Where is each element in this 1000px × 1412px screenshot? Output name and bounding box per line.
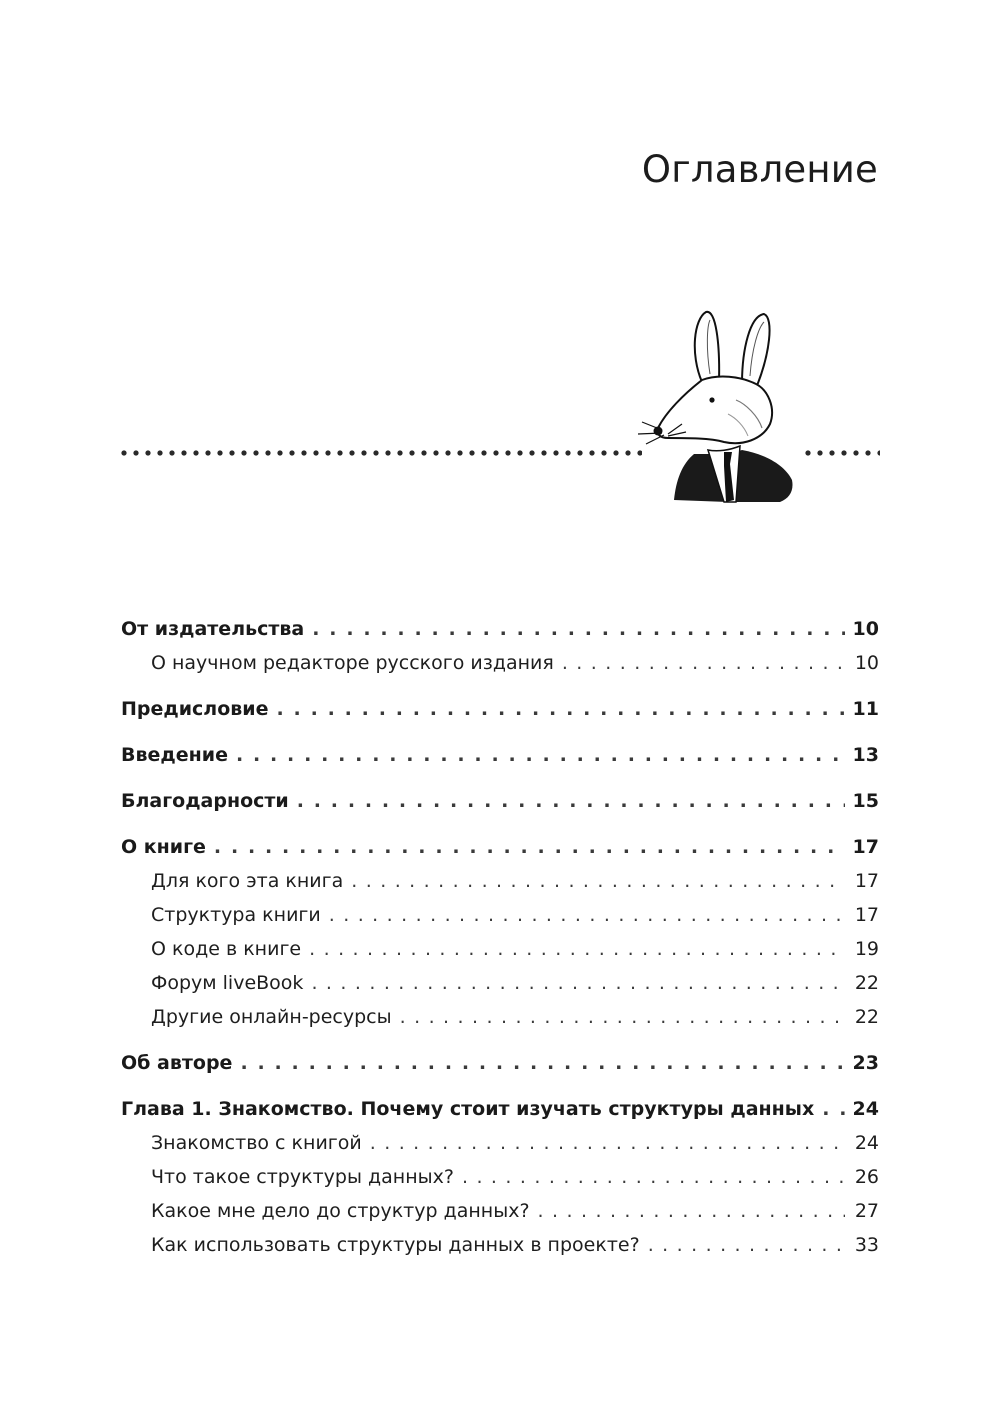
- toc-page-number: 17: [854, 870, 879, 892]
- toc-page-number: 17: [852, 836, 879, 858]
- toc-subentry[interactable]: [121, 932, 879, 966]
- dot-leader: [822, 1092, 844, 1126]
- dot-leader: [400, 1000, 845, 1034]
- dot-leader: [648, 1228, 845, 1262]
- dot-leader: [240, 1046, 844, 1080]
- toc-entry[interactable]: [121, 784, 879, 818]
- dot-leader: [312, 612, 844, 646]
- toc-entry-title: Введение: [121, 744, 228, 766]
- toc-page-number: 33: [854, 1234, 879, 1256]
- dot-leader: [370, 1126, 845, 1160]
- toc-subentry[interactable]: [121, 1126, 879, 1160]
- table-of-contents: [121, 612, 879, 1262]
- toc-entry-title: О коде в книге: [151, 938, 302, 960]
- toc-entry-title: Для кого эта книга: [151, 870, 344, 892]
- toc-page-number: 10: [852, 618, 879, 640]
- toc-entry[interactable]: [121, 830, 879, 864]
- toc-page-number: 26: [854, 1166, 879, 1188]
- toc-page-number: 10: [854, 652, 879, 674]
- toc-subentry[interactable]: [121, 1228, 879, 1262]
- toc-subentry[interactable]: [121, 966, 879, 1000]
- toc-entry-title: Благодарности: [121, 790, 289, 812]
- toc-entry-title: Другие онлайн-ресурсы: [151, 1006, 392, 1028]
- dot-leader: [214, 830, 845, 864]
- toc-page-number: 17: [854, 904, 879, 926]
- toc-page-number: 23: [852, 1052, 879, 1074]
- toc-entry-title: Об авторе: [121, 1052, 233, 1074]
- toc-page-number: 22: [854, 1006, 879, 1028]
- rabbit-mascot-illustration: [624, 304, 814, 510]
- dot-leader: [351, 864, 845, 898]
- dotted-divider-left: [118, 449, 642, 457]
- toc-entry-title: О книге: [121, 836, 206, 858]
- toc-entry-title: О научном редакторе русского издания: [151, 652, 554, 674]
- toc-subentry[interactable]: [121, 898, 879, 932]
- dot-leader: [297, 784, 845, 818]
- toc-page-number: 11: [852, 698, 879, 720]
- toc-entry-title: Что такое структуры данных?: [151, 1166, 454, 1188]
- toc-page-number: 24: [852, 1098, 879, 1120]
- toc-entry[interactable]: [121, 1092, 879, 1126]
- toc-entry[interactable]: [121, 738, 879, 772]
- toc-subentry[interactable]: [121, 646, 879, 680]
- page-title: Оглавление: [641, 148, 878, 191]
- toc-page-number: 15: [852, 790, 879, 812]
- toc-page-number: 24: [854, 1132, 879, 1154]
- dot-leader: [329, 898, 845, 932]
- toc-subentry[interactable]: [121, 1000, 879, 1034]
- toc-subentry[interactable]: [121, 864, 879, 898]
- dot-leader: [277, 692, 845, 726]
- dot-leader: [311, 966, 845, 1000]
- toc-entry-title: Знакомство с книгой: [151, 1132, 362, 1154]
- dot-leader: [562, 646, 845, 680]
- toc-page-number: 22: [854, 972, 879, 994]
- toc-entry[interactable]: [121, 612, 879, 646]
- toc-entry-title: Структура книги: [151, 904, 321, 926]
- dot-leader: [462, 1160, 845, 1194]
- toc-page-number: 27: [854, 1200, 879, 1222]
- toc-entry-title: Как использовать структуры данных в проекте?: [151, 1234, 640, 1256]
- toc-entry-title: Форум liveBook: [151, 972, 304, 994]
- toc-entry-title: Глава 1. Знакомство. Почему стоит изучать структуры данных: [121, 1098, 815, 1120]
- toc-subentry[interactable]: [121, 1194, 879, 1228]
- toc-page-number: 19: [854, 938, 879, 960]
- dot-leader: [236, 738, 845, 772]
- toc-page-number: 13: [852, 744, 879, 766]
- dot-leader: [309, 932, 845, 966]
- toc-entry-title: Предисловие: [121, 698, 269, 720]
- toc-subentry[interactable]: [121, 1160, 879, 1194]
- toc-entry-title: От издательства: [121, 618, 305, 640]
- toc-entry[interactable]: [121, 1046, 879, 1080]
- toc-entry-title: Какое мне дело до структур данных?: [151, 1200, 530, 1222]
- toc-entry[interactable]: [121, 692, 879, 726]
- dot-leader: [538, 1194, 845, 1228]
